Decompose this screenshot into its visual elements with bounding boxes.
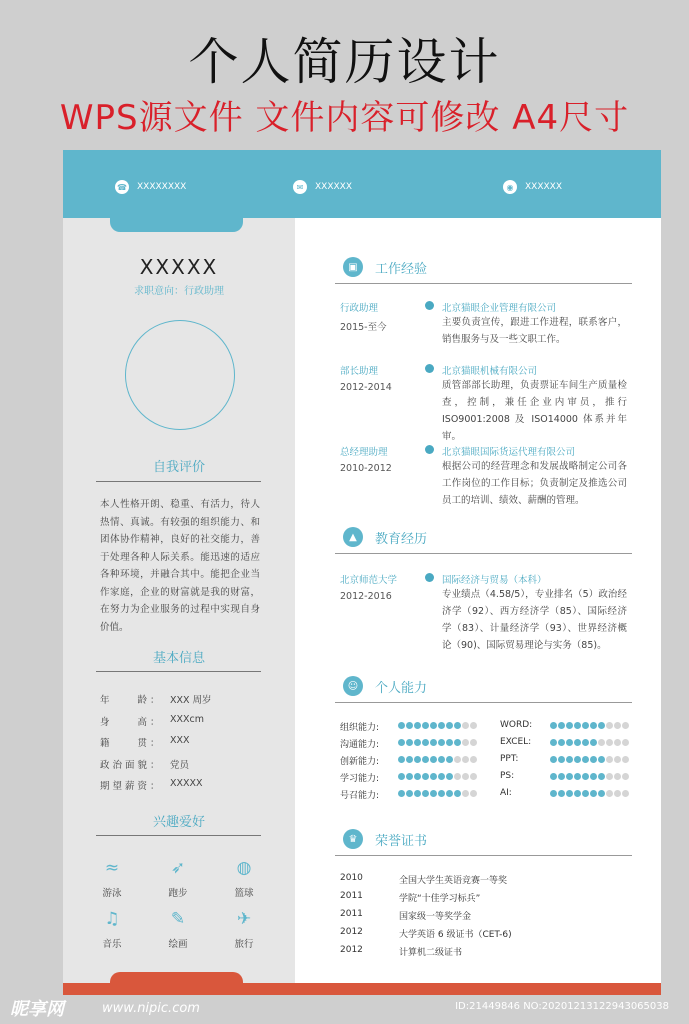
skill-dot	[598, 773, 605, 780]
skill-dot	[422, 756, 429, 763]
job-company: 北京猫眼国际货运代理有限公司	[442, 447, 576, 458]
skill-dot	[470, 756, 477, 763]
hobbies-heading: 兴趣爱好	[152, 815, 205, 830]
skill-dot	[422, 790, 429, 797]
skill-dot	[470, 722, 477, 729]
skill-dot	[438, 756, 445, 763]
skills-heading	[343, 676, 427, 696]
job-title-block	[340, 363, 392, 393]
education-major: 国际经济与贸易（本科）	[442, 575, 547, 586]
hobby-item	[214, 908, 274, 950]
self-eval-heading: 自我评价	[152, 460, 205, 475]
hobby-label: 游泳	[102, 888, 122, 899]
skill-label: 组织能力:	[340, 723, 380, 733]
skill-dot	[438, 739, 445, 746]
skill-level-dots	[398, 756, 477, 763]
info-value: XXXXX	[170, 778, 203, 789]
divider	[335, 855, 632, 856]
info-value: 党员	[170, 759, 190, 771]
education-heading	[343, 527, 427, 547]
honors-heading-text: 荣誉证书	[375, 833, 428, 849]
skill-dot	[574, 739, 581, 746]
job-title: 总经理助理	[340, 447, 388, 458]
skill-label: 创新能力:	[340, 757, 380, 767]
skill-dot	[574, 773, 581, 780]
skill-level-dots	[550, 790, 629, 797]
hobby-item	[82, 857, 142, 899]
skill-dot	[598, 722, 605, 729]
skill-level-dots	[550, 722, 629, 729]
contact-text: XXXXXX	[525, 182, 562, 192]
watermark-id: ID:21449846 NO:20201213122943065038	[455, 1001, 669, 1012]
contact-text: XXXXXXXX	[137, 182, 187, 192]
job-desc: 根据公司的经营理念和发展战略制定公司各工作岗位的工作目标；负责制定及推选公司员工的培训、绩效、薪酬的管理。	[442, 461, 627, 506]
skill-dot	[470, 773, 477, 780]
skill-dot	[398, 790, 405, 797]
skill-label: 沟通能力:	[340, 740, 380, 750]
skill-dot	[614, 722, 621, 729]
job-title-block	[340, 300, 387, 333]
skill-dot	[622, 722, 629, 729]
skill-dot	[606, 773, 613, 780]
info-key: 籍 贯：	[100, 738, 163, 749]
phone-icon: ☎	[115, 180, 129, 194]
skill-dot	[614, 756, 621, 763]
skill-dot	[590, 756, 597, 763]
hobby-item	[214, 857, 274, 899]
skill-dot	[566, 722, 573, 729]
skill-label: 号召能力:	[340, 791, 380, 801]
photo-placeholder	[125, 320, 235, 430]
job-date: 2012-2014	[340, 382, 392, 393]
skill-dot	[598, 790, 605, 797]
skill-dot	[550, 790, 557, 797]
skill-dot	[422, 739, 429, 746]
skill-level-dots	[398, 739, 477, 746]
bullet-dot	[425, 364, 434, 373]
skill-dot	[406, 756, 413, 763]
divider	[96, 835, 261, 836]
graduation-cap-icon: ▲	[343, 527, 363, 547]
watermark-url: www.nipic.com	[102, 1001, 200, 1016]
skill-dot	[598, 756, 605, 763]
skill-dot	[582, 739, 589, 746]
skill-dot	[406, 722, 413, 729]
hobby-label: 绘画	[168, 939, 188, 950]
skill-dot	[550, 773, 557, 780]
self-eval-text: 本人性格开朗、稳重、有活力，待人热情、真诚。有较强的组织能力、和团体协作精神，良好的社交能力，善于处理各种人际关系。能迅速的适应各种环境，并融合其中。能把企业当作家庭，企业的财富就是我的财富，在努力为企业服务的过程中实现自身价值。	[100, 499, 260, 633]
honor-year: 2012	[340, 927, 363, 937]
skill-dot	[430, 790, 437, 797]
honor-year: 2012	[340, 945, 363, 955]
skill-dot	[470, 739, 477, 746]
skill-dot	[606, 756, 613, 763]
banner-title: 个人简历设计	[188, 33, 501, 91]
skill-dot	[454, 790, 461, 797]
honor-year: 2011	[340, 909, 363, 919]
education-desc: 专业绩点（4.58/5），专业排名（5）政治经济学（92）、西方经济学（85）、国际经济学（83）、计量经济学（93）、世界经济概论（90)、国际贸易理论与实务（85)。	[442, 589, 627, 651]
skill-dot	[414, 773, 421, 780]
hobby-label: 旅行	[234, 939, 254, 950]
hobby-item	[82, 908, 142, 950]
bullet-dot	[425, 573, 434, 582]
skill-dot	[558, 790, 565, 797]
info-value: XXX 周岁	[170, 695, 212, 706]
running-icon: ➶	[170, 858, 186, 878]
skill-label: 学习能力:	[340, 774, 380, 784]
skill-dot	[446, 739, 453, 746]
skill-dot	[414, 790, 421, 797]
skill-label: WORD:	[500, 720, 533, 730]
skill-label: AI:	[500, 788, 512, 798]
skill-dot	[462, 722, 469, 729]
skill-level-dots	[550, 756, 629, 763]
skill-dot	[614, 790, 621, 797]
skill-dot	[582, 756, 589, 763]
skill-level-dots	[550, 773, 629, 780]
swimming-icon: ≈	[104, 858, 120, 878]
skill-dot	[606, 790, 613, 797]
info-key: 身 高：	[100, 716, 163, 728]
skill-label: PPT:	[500, 754, 519, 764]
info-row	[100, 692, 212, 706]
skill-dot	[430, 722, 437, 729]
skill-dot	[422, 773, 429, 780]
footer-bar	[63, 983, 661, 995]
skill-dot	[462, 756, 469, 763]
divider	[96, 671, 261, 672]
header-tab	[110, 218, 243, 232]
skill-dot	[566, 773, 573, 780]
skill-dot	[454, 756, 461, 763]
hobby-label: 音乐	[102, 939, 122, 950]
skill-dot	[574, 790, 581, 797]
honor-text: 学院“十佳学习标兵”	[399, 894, 481, 904]
resume-page	[63, 150, 661, 995]
skill-dot	[622, 739, 629, 746]
divider	[96, 481, 261, 482]
people-icon: ☺	[343, 676, 363, 696]
info-row	[100, 757, 189, 771]
education-heading-text: 教育经历	[375, 531, 428, 547]
info-value: XXX	[170, 735, 190, 746]
contact-phone	[115, 180, 186, 194]
skill-dot	[398, 756, 405, 763]
honor-text: 计算机二级证书	[399, 948, 463, 958]
honor-text: 大学英语 6 级证书（CET-6)	[399, 930, 512, 940]
info-row	[100, 714, 204, 728]
skill-dot	[566, 756, 573, 763]
skill-dot	[438, 773, 445, 780]
skill-dot	[414, 722, 421, 729]
skill-dot	[550, 756, 557, 763]
job-title: 部长助理	[340, 366, 379, 377]
job-company: 北京猫眼机械有限公司	[442, 366, 538, 377]
skill-dot	[454, 739, 461, 746]
email-icon: ✉	[293, 180, 307, 194]
skill-dot	[438, 722, 445, 729]
contact-weibo	[503, 180, 562, 194]
job-company: 北京猫眼企业管理有限公司	[442, 303, 557, 314]
skill-dot	[582, 790, 589, 797]
skill-dot	[414, 756, 421, 763]
skill-dot	[550, 722, 557, 729]
skill-dot	[430, 756, 437, 763]
skill-dot	[574, 722, 581, 729]
hobby-label: 篮球	[234, 888, 254, 899]
skill-level-dots	[398, 722, 477, 729]
skill-dot	[430, 739, 437, 746]
skills-heading-text: 个人能力	[375, 680, 428, 696]
skill-dot	[558, 773, 565, 780]
skill-dot	[398, 722, 405, 729]
contact-text: XXXXXX	[315, 182, 352, 192]
skill-dot	[598, 739, 605, 746]
hobby-item	[148, 908, 208, 950]
headphones-icon: ♫	[104, 909, 120, 929]
skill-dot	[446, 756, 453, 763]
school-name: 北京师范大学	[340, 575, 398, 586]
skill-dot	[438, 790, 445, 797]
education-school-block	[340, 572, 397, 602]
info-value: XXXcm	[170, 713, 205, 725]
skill-dot	[558, 739, 565, 746]
skill-dot	[622, 756, 629, 763]
skill-dot	[590, 773, 597, 780]
weibo-icon: ◉	[503, 180, 517, 194]
skill-dot	[590, 790, 597, 797]
banner-subtitle: WPS源文件 文件内容可修改 A4尺寸	[59, 98, 630, 138]
honors-heading	[343, 829, 427, 849]
skill-dot	[446, 722, 453, 729]
info-key: 政治面貌：	[100, 759, 163, 771]
skill-dot	[622, 773, 629, 780]
skill-dot	[558, 722, 565, 729]
skill-dot	[446, 790, 453, 797]
skill-dot	[430, 773, 437, 780]
job-desc: 主要负责宣传，跟进工作进程，联系客户，销售服务与及一些文职工作。	[442, 317, 627, 345]
palette-icon: ✎	[170, 909, 186, 929]
job-intent: 求职意向：行政助理	[134, 286, 224, 297]
skill-label: EXCEL:	[500, 737, 532, 747]
basic-info-heading: 基本信息	[152, 651, 205, 666]
honor-text: 全国大学生英语竞赛一等奖	[399, 876, 508, 886]
skill-dot	[406, 790, 413, 797]
skill-dot	[614, 739, 621, 746]
divider	[335, 702, 632, 703]
skill-dot	[566, 739, 573, 746]
school-date: 2012-2016	[340, 591, 392, 602]
skill-dot	[582, 722, 589, 729]
job-date: 2015-至今	[340, 322, 387, 333]
honor-text: 国家级一等奖学金	[399, 912, 472, 922]
info-row	[100, 778, 203, 792]
skill-dot	[550, 739, 557, 746]
divider	[335, 553, 632, 554]
skill-dot	[398, 773, 405, 780]
skill-dot	[574, 756, 581, 763]
airplane-icon: ✈	[236, 909, 252, 929]
job-title: 行政助理	[340, 303, 379, 314]
skill-level-dots	[398, 790, 477, 797]
skill-dot	[414, 739, 421, 746]
contact-email	[293, 180, 352, 194]
work-heading	[343, 257, 427, 277]
work-heading-text: 工作经验	[375, 261, 428, 277]
job-title-block	[340, 444, 392, 474]
skill-dot	[622, 790, 629, 797]
basketball-icon: ◍	[236, 858, 252, 878]
skill-dot	[566, 790, 573, 797]
skill-level-dots	[550, 739, 629, 746]
trophy-icon: ♛	[343, 829, 363, 849]
honor-year: 2011	[340, 891, 363, 901]
skill-dot	[406, 773, 413, 780]
divider	[335, 283, 632, 284]
candidate-name: XXXXX	[139, 255, 219, 279]
info-key: 期望薪资：	[100, 781, 163, 792]
skill-dot	[454, 773, 461, 780]
watermark-logo: 昵享网	[10, 999, 64, 1020]
skill-dot	[606, 739, 613, 746]
job-date: 2010-2012	[340, 463, 392, 474]
skill-dot	[606, 722, 613, 729]
skill-dot	[462, 739, 469, 746]
hobby-item	[148, 857, 208, 899]
skill-dot	[422, 722, 429, 729]
skill-dot	[398, 739, 405, 746]
skill-dot	[406, 739, 413, 746]
skill-dot	[454, 722, 461, 729]
info-key: 年 龄：	[100, 695, 163, 706]
skill-dot	[614, 773, 621, 780]
skill-level-dots	[398, 773, 477, 780]
bullet-dot	[425, 301, 434, 310]
briefcase-icon: ▣	[343, 257, 363, 277]
skill-dot	[582, 773, 589, 780]
honor-year: 2010	[340, 873, 363, 883]
skill-dot	[446, 773, 453, 780]
job-desc: 质管部部长助理，负责票证车间生产质量检查，控制，兼任企业内审员，推行ISO9001:2008 及 ISO14000 体系并年审。	[442, 380, 627, 442]
info-row	[100, 735, 190, 749]
skill-dot	[590, 739, 597, 746]
skill-dot	[470, 790, 477, 797]
skill-label: PS:	[500, 771, 515, 781]
skill-dot	[558, 756, 565, 763]
skill-dot	[462, 773, 469, 780]
skill-dot	[462, 790, 469, 797]
bullet-dot	[425, 445, 434, 454]
skill-dot	[590, 722, 597, 729]
hobby-label: 跑步	[168, 888, 188, 899]
